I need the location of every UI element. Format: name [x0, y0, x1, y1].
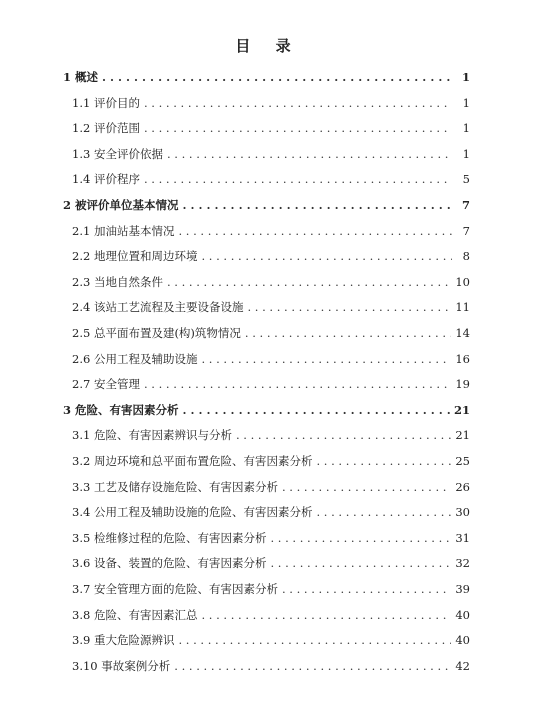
toc-leader-dots: [178, 222, 452, 240]
toc-entry: [72, 606, 470, 624]
toc-entry-page: 1: [462, 146, 470, 161]
toc-leader-dots: [201, 606, 451, 624]
toc-entry-title: 1.1 评价目的: [72, 95, 140, 110]
toc-entry-page: 7: [461, 198, 470, 212]
toc-entry: [72, 350, 470, 368]
toc-entry: [72, 273, 470, 291]
toc-entry: [72, 478, 470, 496]
toc-leader-dots: [247, 298, 451, 316]
toc-entry-page: 16: [455, 351, 470, 366]
toc-entry-page: 1: [461, 70, 470, 84]
toc-entry-title: 2.7 安全管理: [72, 377, 140, 392]
toc-entry-title: 2.3 当地自然条件: [72, 274, 163, 289]
toc-leader-dots: [282, 478, 451, 496]
toc-entry-title: 2.2 地理位置和周边环境: [72, 249, 198, 264]
toc-entry-page: 7: [462, 223, 470, 238]
toc-entry-title: 1 概述: [63, 70, 99, 84]
toc-entry-title: 3.10 事故案例分析: [72, 658, 171, 673]
toc-entry: [72, 247, 470, 265]
toc-entry-page: 25: [455, 454, 470, 468]
toc-leader-dots: [282, 580, 451, 598]
toc-leader-dots: [144, 170, 452, 188]
toc-leader-dots: [144, 119, 452, 137]
page-title: 目 录: [235, 37, 301, 55]
toc-entry-title: 1.4 评价程序: [72, 172, 140, 187]
toc-entry-page: 26: [455, 479, 470, 494]
toc-leader-dots: [270, 529, 451, 547]
toc-entry-page: 14: [455, 326, 470, 340]
toc-entry: [72, 145, 470, 163]
toc-entry: [63, 68, 470, 86]
toc-leader-dots: [183, 401, 450, 419]
toc-entry: [72, 119, 470, 137]
toc-entry: [72, 580, 470, 598]
toc-entry: [72, 324, 470, 342]
toc-entry: [72, 529, 470, 547]
toc-entry-page: 42: [455, 658, 470, 673]
toc-entry-page: 19: [455, 377, 470, 392]
toc-entry-page: 31: [455, 530, 470, 545]
toc-entry-title: 3.2 周边环境和总平面布置危险、有害因素分析: [72, 454, 313, 468]
toc-leader-dots: [178, 631, 451, 649]
toc-leader-dots: [167, 273, 451, 291]
toc-entry-title: 3.1 危险、有害因素辨识与分析: [72, 428, 232, 443]
toc-entry: [72, 298, 470, 316]
toc-entry: [72, 657, 470, 675]
toc-leader-dots: [245, 324, 451, 342]
toc-entry: [63, 196, 470, 214]
toc-entry-page: 39: [455, 582, 470, 596]
toc-entry-title: 3 危险、有害因素分析: [63, 402, 179, 417]
toc-leader-dots: [144, 94, 452, 112]
toc-entry: [72, 94, 470, 112]
toc-entry: [72, 222, 470, 240]
toc-entry: [72, 554, 470, 572]
toc-leader-dots: [102, 68, 452, 86]
toc-entry-title: 3.5 检维修过程的危险、有害因素分析: [72, 530, 267, 545]
toc-entry-title: 3.7 安全管理方面的危险、有害因素分析: [72, 582, 278, 596]
toc-leader-dots: [201, 350, 451, 368]
toc-entry-title: 1.3 安全评价依据: [72, 146, 163, 161]
toc-entry: [72, 452, 470, 470]
toc-leader-dots: [316, 503, 451, 521]
toc-entry-title: 1.2 评价范围: [72, 121, 140, 136]
toc-entry-page: 40: [455, 607, 470, 622]
toc-entry: [72, 503, 470, 521]
toc-leader-dots: [183, 196, 452, 214]
toc-leader-dots: [167, 145, 452, 163]
toc-entry-title: 3.8 危险、有害因素汇总: [72, 607, 198, 622]
toc-entry-page: 21: [453, 402, 470, 417]
toc-entry-page: 8: [462, 249, 470, 264]
toc-entry-title: 2.4 该站工艺流程及主要设备设施: [72, 300, 244, 315]
toc-entry-page: 30: [455, 505, 470, 520]
toc-entry-title: 2.1 加油站基本情况: [72, 223, 175, 238]
toc-entry-title: 2.6 公用工程及辅助设施: [72, 351, 198, 366]
toc-entry: [72, 426, 470, 444]
toc-leader-dots: [174, 657, 451, 675]
toc-entry-title: 3.9 重大危险源辨识: [72, 633, 175, 648]
toc-entry-page: 5: [462, 172, 470, 187]
toc-entry-page: 10: [455, 274, 470, 289]
toc-entry-title: 3.6 设备、装置的危险、有害因素分析: [72, 556, 267, 571]
toc-entry-title: 2 被评价单位基本情况: [63, 198, 179, 212]
toc-entry: [72, 170, 470, 188]
toc-entry-title: 3.4 公用工程及辅助设施的危险、有害因素分析: [72, 505, 313, 520]
toc-entry-title: 3.3 工艺及储存设施危险、有害因素分析: [72, 479, 278, 494]
toc-leader-dots: [144, 375, 451, 393]
toc-leader-dots: [201, 247, 452, 265]
toc-entry-page: 1: [462, 121, 470, 136]
toc-leader-dots: [270, 554, 451, 572]
toc-leader-dots: [316, 452, 451, 470]
toc-entry-page: 11: [455, 300, 470, 315]
toc-entry-page: 32: [455, 556, 470, 571]
toc-entry: [72, 375, 470, 393]
toc-entry-page: 40: [455, 633, 470, 648]
toc-entry: [72, 631, 470, 649]
toc-entry-page: 1: [462, 95, 470, 110]
toc-leader-dots: [236, 426, 451, 444]
toc-entry-page: 21: [455, 428, 470, 443]
toc-entry: [63, 401, 470, 419]
toc-entry-title: 2.5 总平面布置及建(构)筑物情况: [72, 326, 241, 340]
